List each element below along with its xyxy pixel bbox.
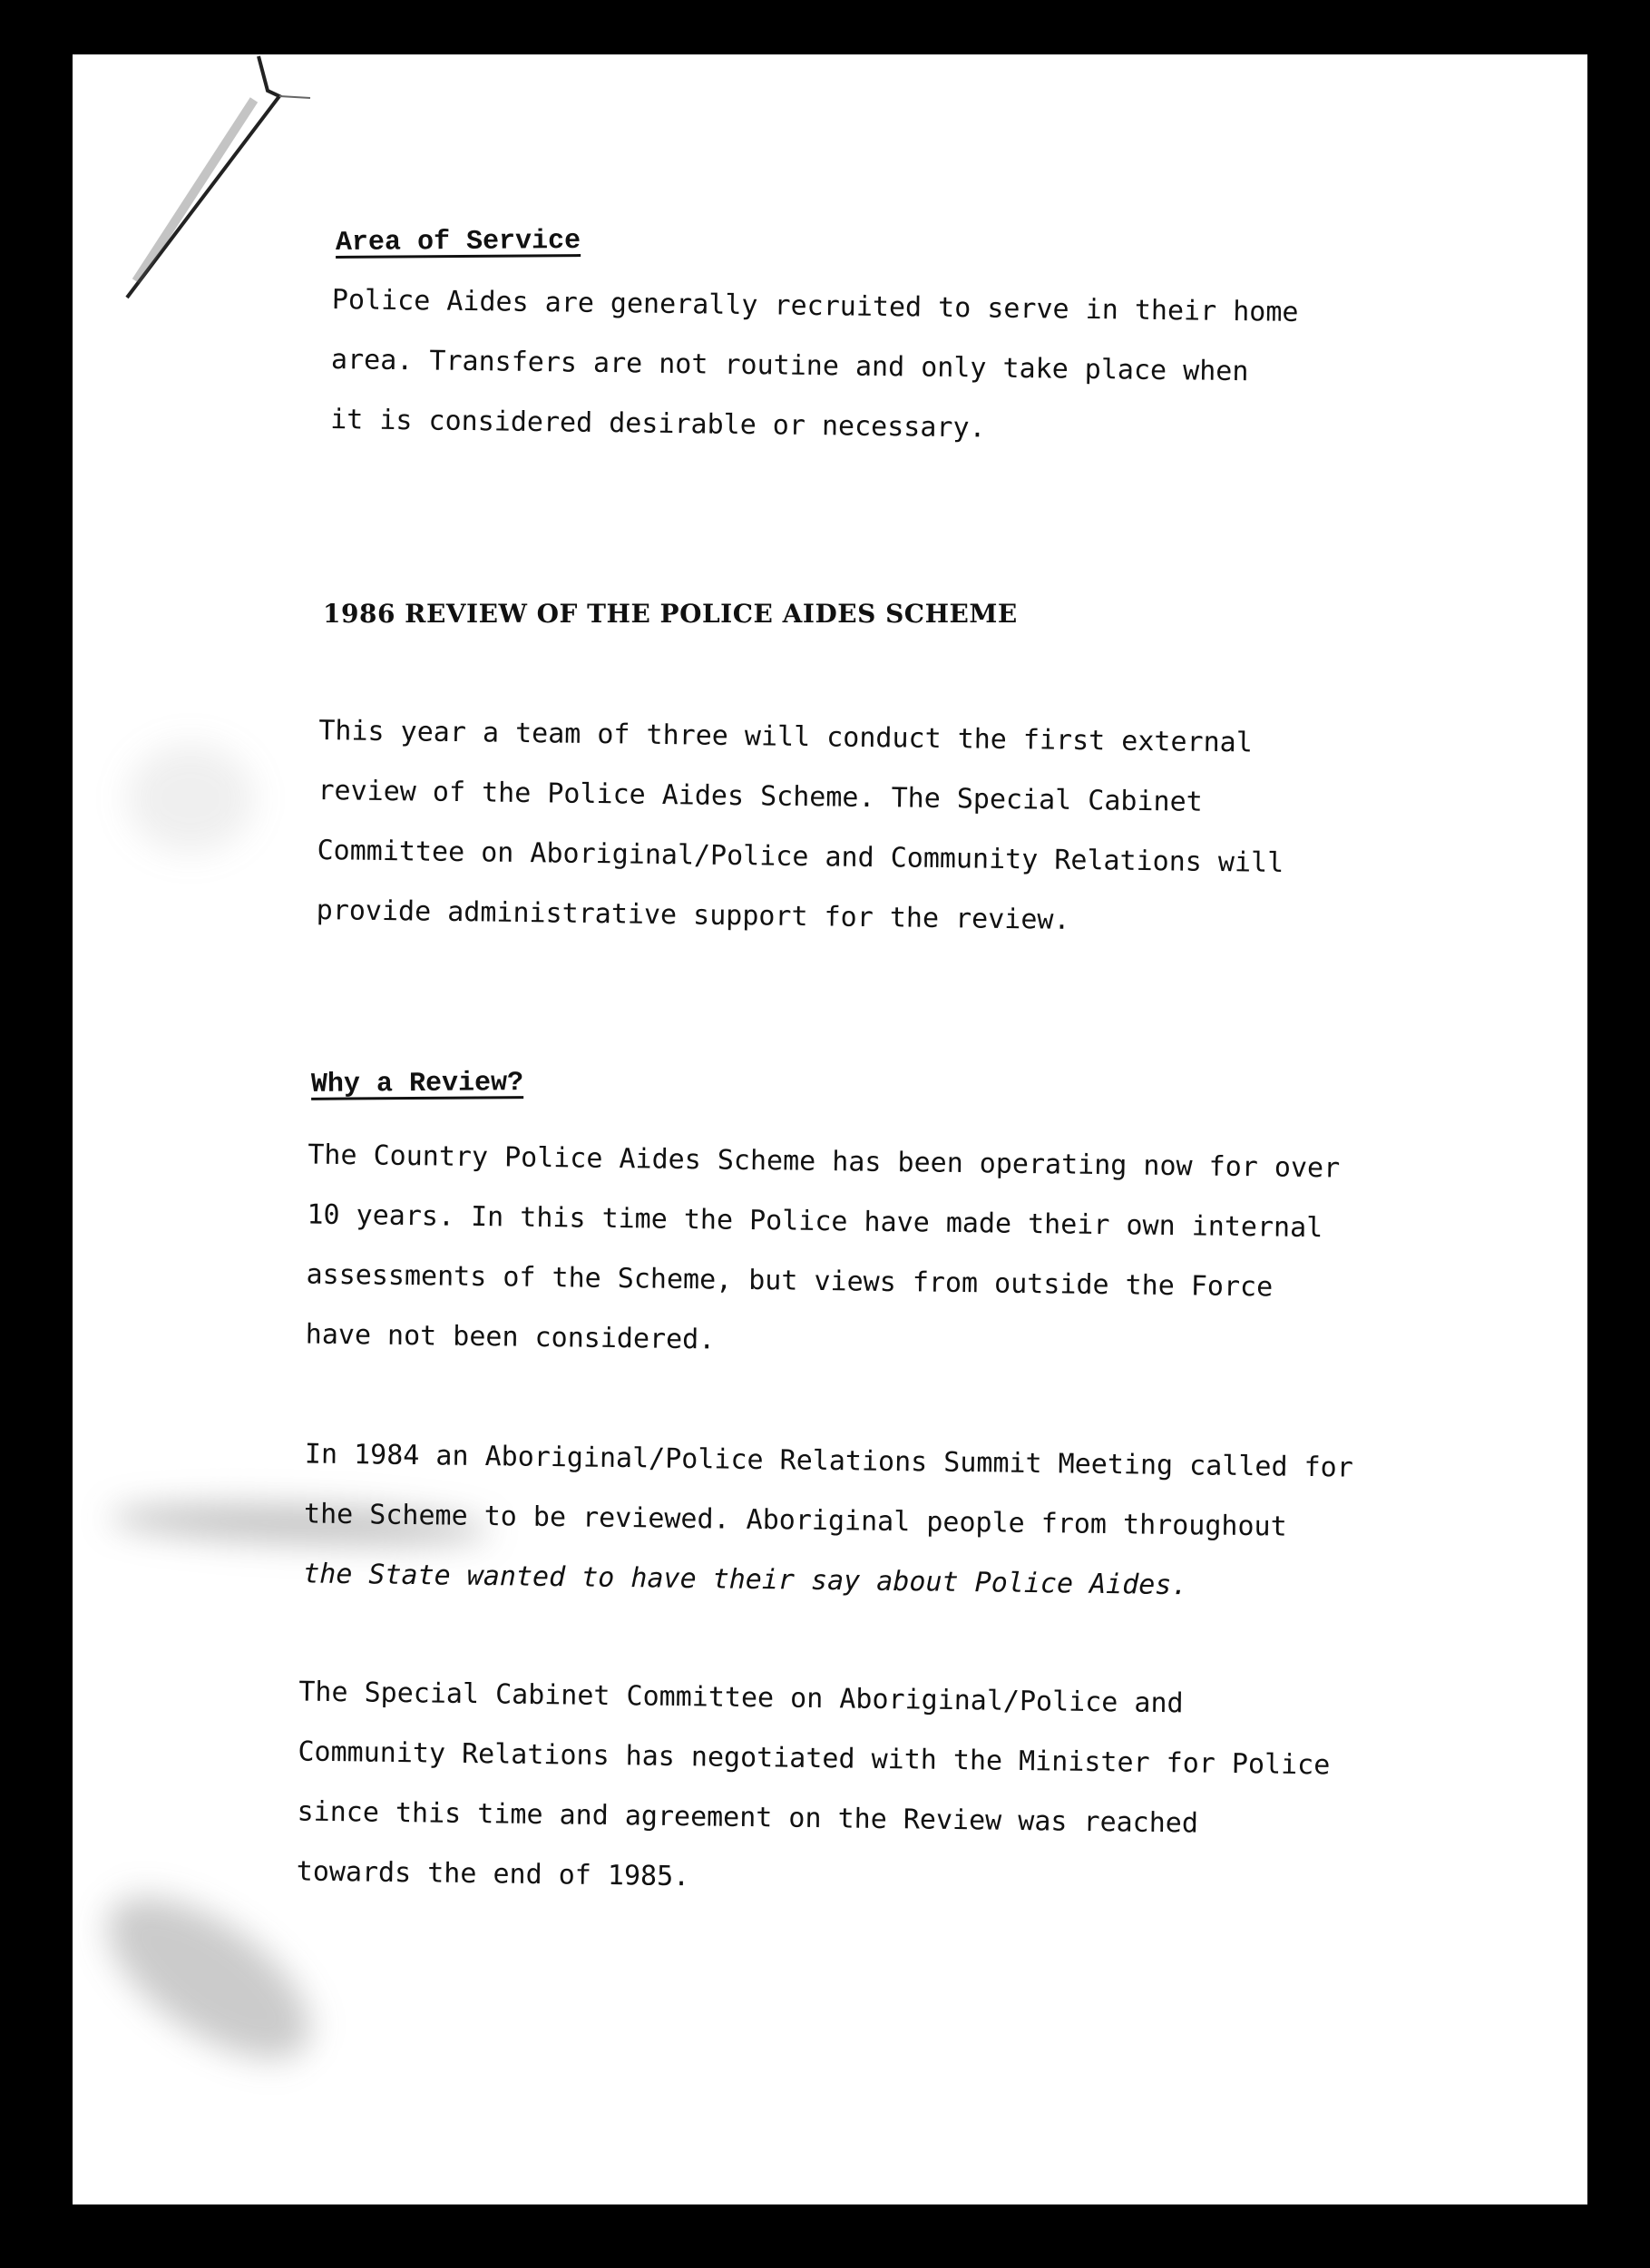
text-line: review of the Police Aides Scheme. The Special Cabinet — [317, 775, 1203, 818]
text-line: have not been considered. — [305, 1318, 716, 1356]
text-line: assessments of the Scheme, but views from outside the Force — [306, 1258, 1274, 1304]
paragraph-1984-summit — [303, 1424, 1353, 1618]
text-line: towards the end of 1985. — [296, 1855, 690, 1893]
document-body — [73, 54, 1587, 2204]
paragraph-area-of-service — [330, 270, 1299, 463]
document-page — [73, 54, 1587, 2204]
text-line: the Scheme to be reviewed. Aboriginal people from throughout — [303, 1498, 1287, 1543]
text-line: 10 years. In this time the Police have made their own internal — [307, 1198, 1323, 1245]
text-line: The Special Cabinet Committee on Aboriginal/Police and — [298, 1676, 1184, 1720]
text-line: since this time and agreement on the Review was reached — [297, 1795, 1199, 1840]
text-line: This year a team of three will conduct the first external — [318, 715, 1254, 759]
section-heading-1986-review: 1986 REVIEW OF THE POLICE AIDES SCHEME — [323, 599, 1018, 629]
text-line: it is considered desirable or necessary. — [329, 404, 986, 445]
text-line: In 1984 an Aboriginal/Police Relations Summit Meeting called for — [304, 1438, 1353, 1484]
text-line: Community Relations has negotiated with the Minister for Police — [298, 1735, 1331, 1782]
section-heading-area-of-service: Area of Service — [335, 226, 581, 259]
text-line: area. Transfers are not routine and only take place when — [330, 344, 1249, 388]
paragraph-cabinet-negotiation — [296, 1663, 1331, 1916]
text-line: The Country Police Aides Scheme has been operating now for over — [308, 1139, 1341, 1185]
paragraph-why-a-review — [305, 1126, 1340, 1379]
text-line: provide administrative support for the review. — [316, 894, 1070, 936]
text-line: Committee on Aboriginal/Police and Community Relations will — [317, 835, 1284, 879]
section-heading-why-a-review: Why a Review? — [310, 1068, 524, 1100]
text-line: the State wanted to have their say about Police Aides. — [302, 1558, 1188, 1602]
text-line: Police Aides are generally recruited to serve in their home — [331, 284, 1299, 328]
paragraph-1986-review — [316, 701, 1285, 953]
